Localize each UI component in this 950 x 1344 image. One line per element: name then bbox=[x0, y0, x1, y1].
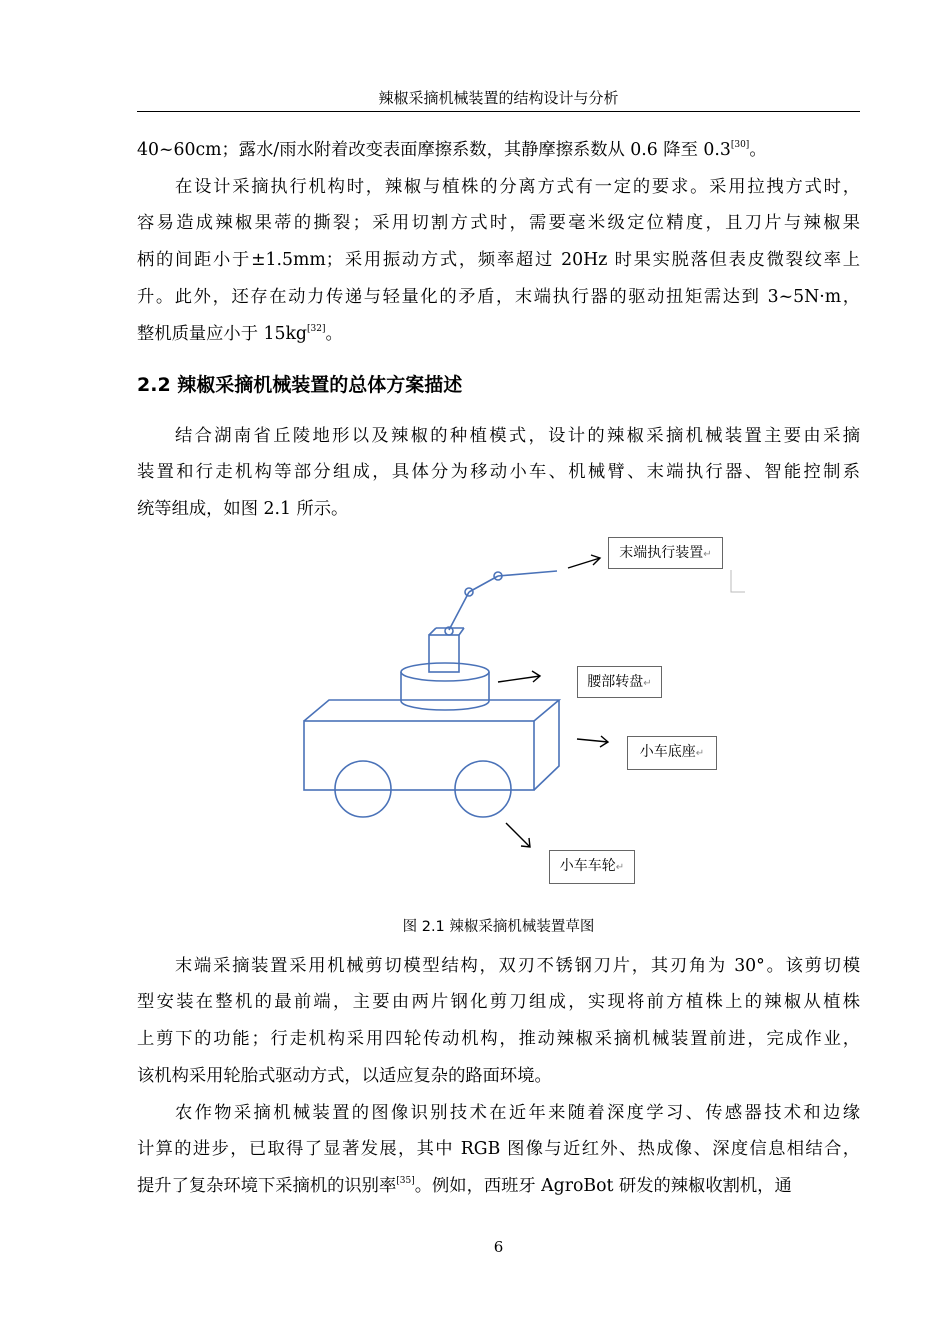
para1-line bbox=[137, 138, 860, 162]
running-header: 辣椒采摘机械装置的结构设计与分析 bbox=[378, 89, 619, 107]
para2-line-3: 柄的间距小于±1.5mm；采用振动方式，频率超过 20Hz 时果实脱落但表皮微裂纹率上 bbox=[137, 250, 860, 270]
label-wheel: 小车车轮↵ bbox=[549, 850, 635, 884]
wheel-right bbox=[455, 761, 511, 817]
section-heading: 2.2 辣椒采摘机械装置的总体方案描述 bbox=[137, 374, 463, 396]
para5-end: 。例如，西班牙 AgroBot 研发的辣椒收割机，通 bbox=[414, 1176, 792, 1196]
para1-end: 。 bbox=[749, 140, 767, 160]
para4-line-4: 该机构采用轮胎式驱动方式，以适应复杂的路面环境。 bbox=[137, 1066, 552, 1086]
sketch-drawing bbox=[290, 525, 760, 905]
header-rule bbox=[137, 111, 860, 112]
para4-line-1: 末端采摘装置采用机械剪切模型结构，双刃不锈钢刀片，其刃角为 30°。该剪切模 bbox=[175, 956, 860, 976]
para2-line-5 bbox=[137, 322, 860, 346]
turntable-bottom bbox=[401, 701, 489, 710]
para2-line-2: 容易造成辣椒果蒂的撕裂；采用切割方式时，需要毫米级定位精度，且刀片与辣椒果 bbox=[137, 213, 860, 233]
sketch-lines bbox=[304, 571, 559, 817]
cart-front-face bbox=[304, 721, 534, 790]
para3-line-3: 统等组成，如图 2.1 所示。 bbox=[137, 499, 349, 519]
para2-line-1: 在设计采摘执行机构时，辣椒与植株的分离方式有一定的要求。采用拉拽方式时， bbox=[175, 177, 860, 197]
arm-base-block bbox=[429, 635, 459, 672]
arm-block-top-left bbox=[429, 628, 436, 635]
para1-text: 40~60cm；露水/雨水附着改变表面摩擦系数，其静摩擦系数从 0.6 降至 0.3 bbox=[137, 140, 731, 160]
para2-text: 整机质量应小于 15kg bbox=[137, 324, 307, 344]
para5-text: 提升了复杂环境下采摘机的识别率 bbox=[137, 1176, 397, 1196]
figure-caption: 图 2.1 辣椒采摘机械装置草图 bbox=[402, 919, 595, 935]
arm-block-top-right bbox=[459, 628, 464, 635]
para5-line-3 bbox=[137, 1174, 860, 1198]
cart-top-face bbox=[304, 700, 559, 721]
para4-line-3: 上剪下的功能；行走机构采用四轮传动机构，推动辣椒采摘机械装置前进，完成作业， bbox=[137, 1029, 860, 1049]
page-number: 6 bbox=[493, 1238, 504, 1256]
citation: [35] bbox=[396, 1176, 415, 1186]
para5-line-2: 计算的进步，已取得了显著发展，其中 RGB 图像与近红外、热成像、深度信息相结合， bbox=[137, 1139, 860, 1159]
para3-line-2: 装置和行走机构等部分组成，具体分为移动小车、机械臂、末端执行器、智能控制系 bbox=[137, 462, 860, 482]
wheel-left bbox=[335, 761, 391, 817]
para4-line-2: 型安装在整机的最前端，主要由两片钢化剪刀组成，实现将前方植株上的辣椒从植株 bbox=[137, 992, 860, 1012]
label-turntable: 腰部转盘↵ bbox=[577, 666, 662, 698]
para3-line-1: 结合湖南省丘陵地形以及辣椒的种植模式，设计的辣椒采摘机械装置主要由采摘 bbox=[175, 426, 860, 446]
figure-sketch bbox=[290, 525, 760, 905]
arrow-wheel bbox=[506, 823, 530, 847]
label-end-effector: 末端执行装置↵ bbox=[608, 537, 723, 569]
para2-line-4: 升。此外，还存在动力传递与轻量化的矛盾，末端执行器的驱动扭矩需达到 3~5N·m， bbox=[137, 287, 860, 307]
arm-link-1 bbox=[449, 592, 469, 630]
corner-mark bbox=[731, 570, 745, 592]
cart-side-face bbox=[534, 700, 559, 790]
arrow-base bbox=[577, 739, 608, 742]
arm-link-3 bbox=[498, 571, 557, 576]
citation: [32] bbox=[307, 324, 326, 334]
arm-link-2 bbox=[469, 576, 498, 592]
label-base: 小车底座↵ bbox=[627, 736, 717, 770]
citation: [30] bbox=[730, 140, 750, 150]
para5-line-1: 农作物采摘机械装置的图像识别技术在近年来随着深度学习、传感器技术和边缘 bbox=[175, 1103, 860, 1123]
para2-end: 。 bbox=[325, 324, 343, 344]
